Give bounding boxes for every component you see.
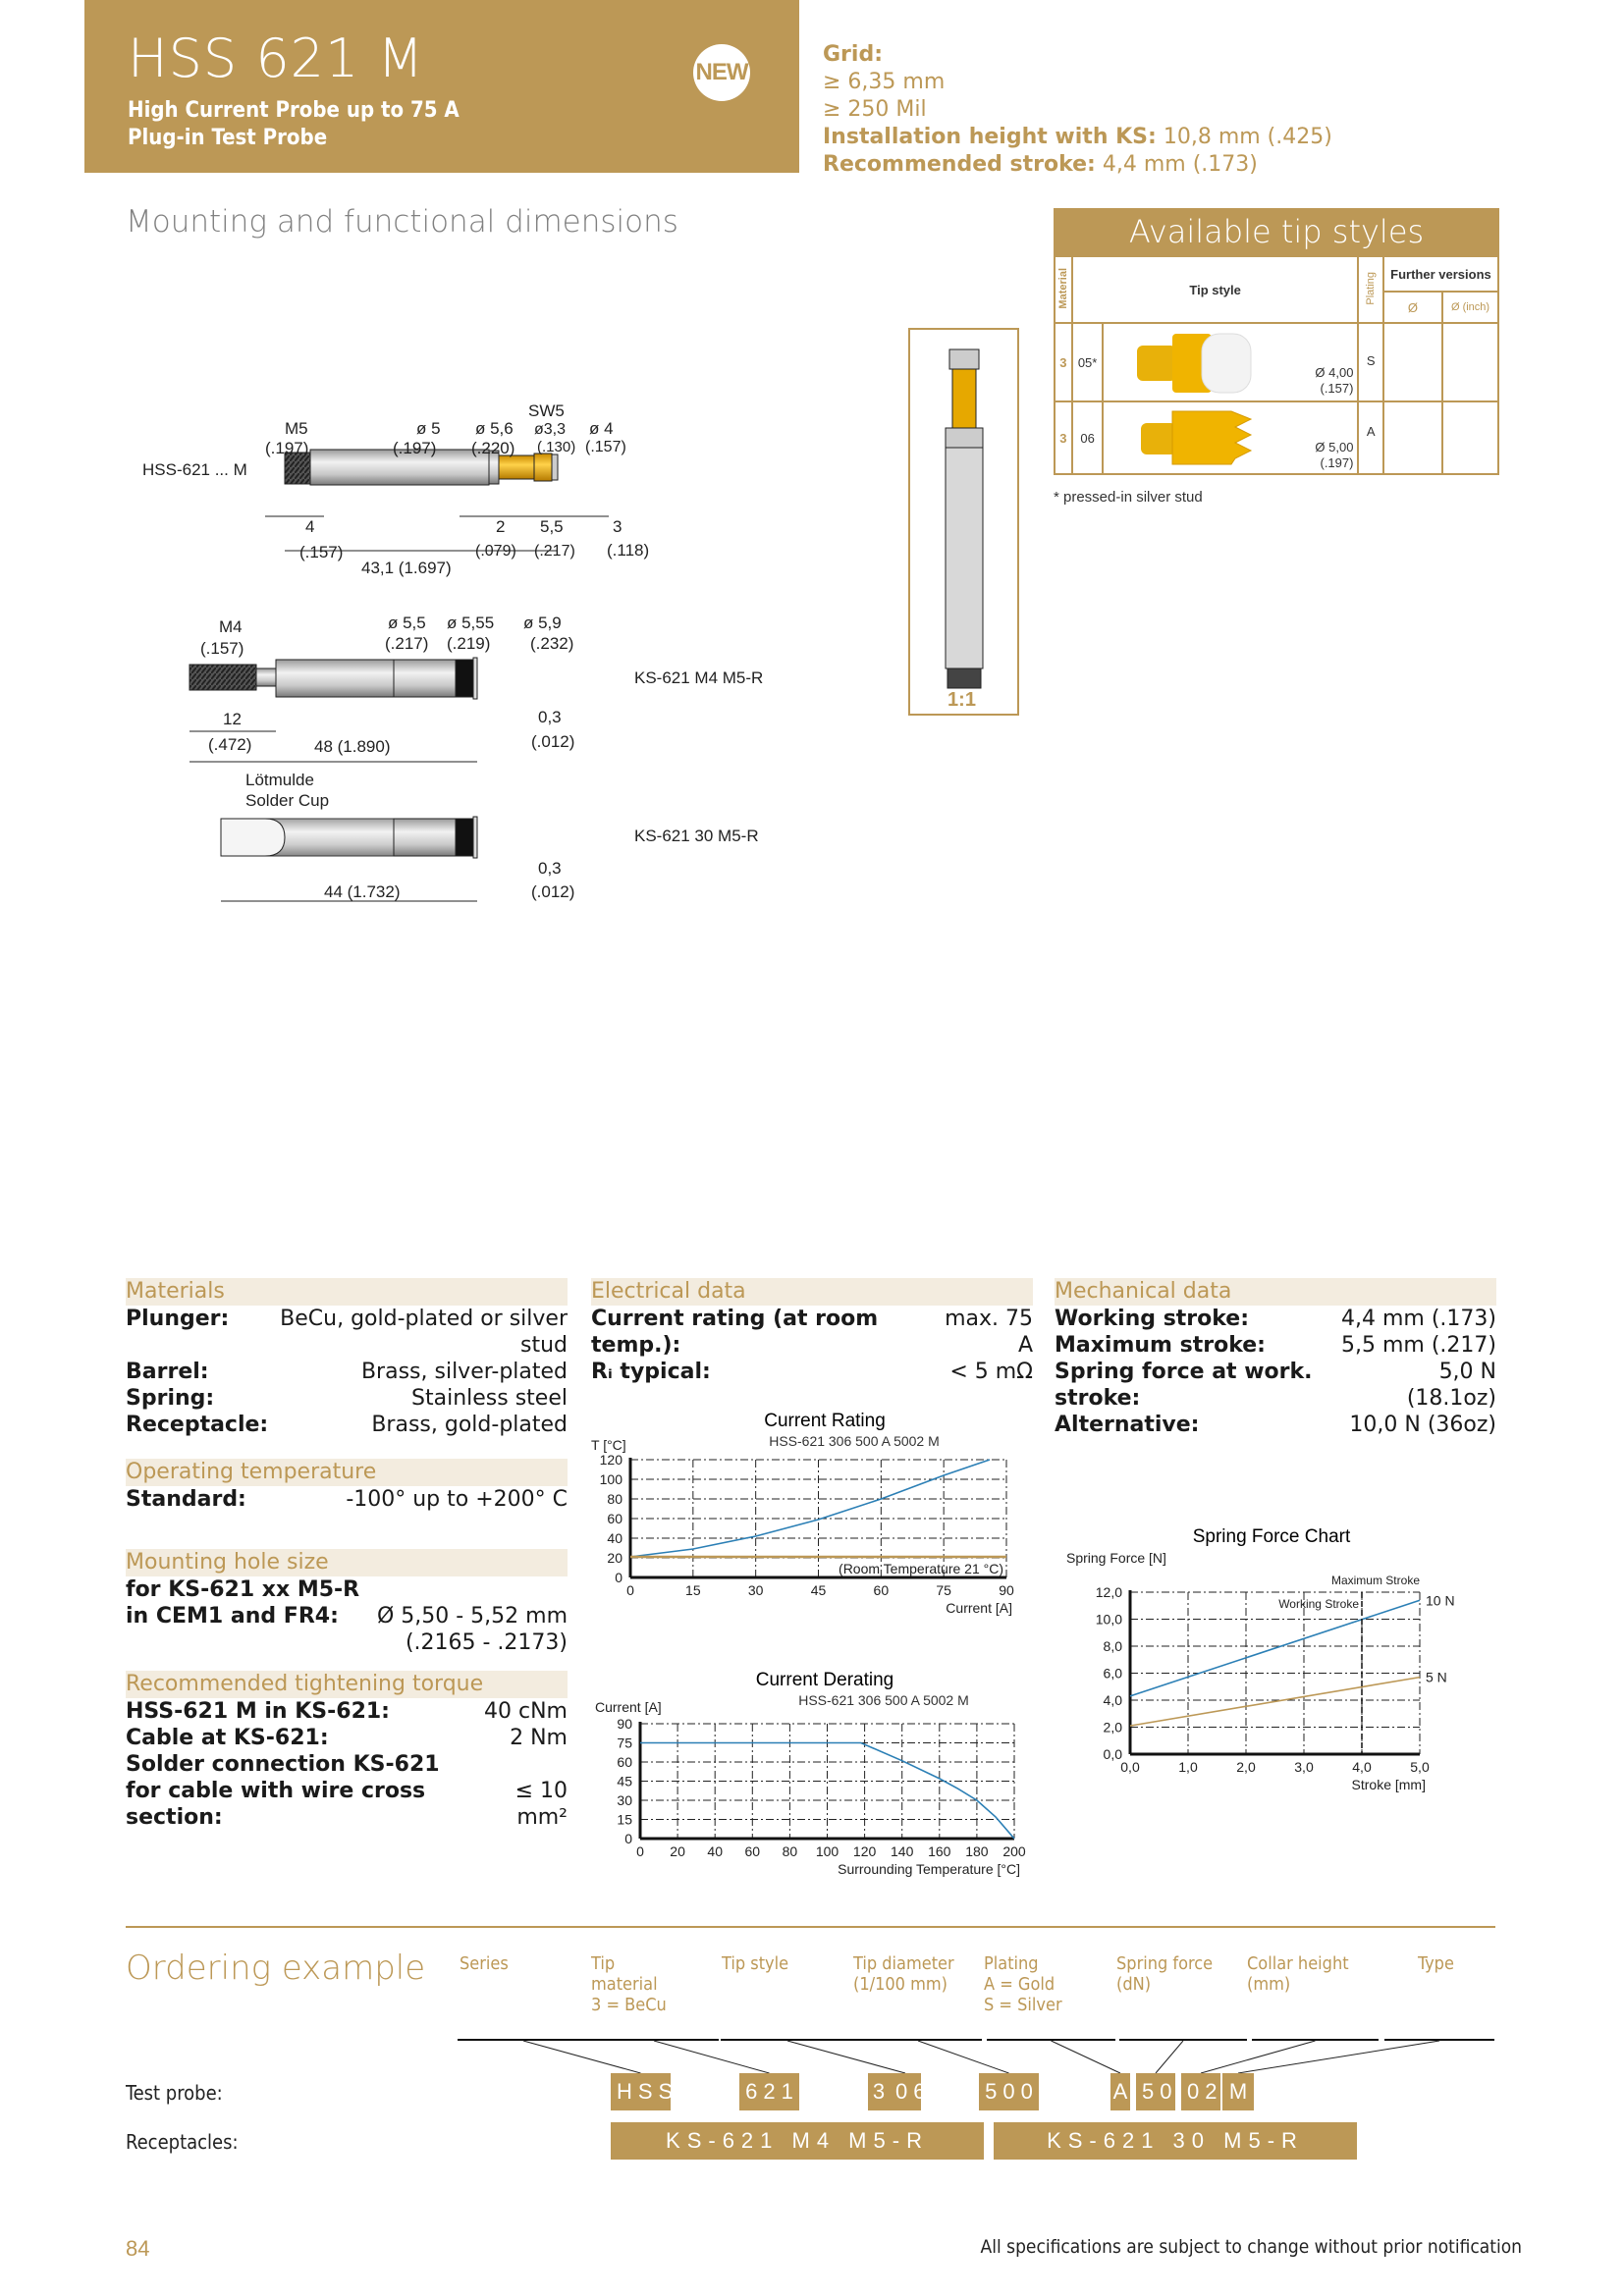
ordering-column-header	[1418, 1953, 1454, 1974]
ordering-connector-lines	[452, 2036, 1512, 2075]
header-further-versions: Further versions	[1383, 256, 1498, 292]
x-tick-label: 160	[928, 1843, 951, 1859]
tip-note: * pressed-in silver stud	[1054, 489, 1203, 506]
working-stroke-label: Working Stroke	[1278, 1597, 1359, 1611]
y-tick-label: 100	[599, 1471, 623, 1487]
x-tick-label: 80	[782, 1843, 798, 1859]
stroke-value: 4,4 mm (.173)	[1095, 152, 1258, 177]
grid-label: Grid:	[823, 42, 883, 67]
x-tick-label: 90	[999, 1582, 1014, 1598]
ordering-title: Ordering example	[126, 1949, 426, 1988]
dim-label: ø 5,6	[475, 419, 514, 438]
ordering-column-line: Plating	[984, 1953, 1039, 1974]
spec-value: Stainless steel	[411, 1386, 568, 1411]
dim-label: (.130)	[537, 439, 576, 455]
dim-label: (.220)	[471, 439, 515, 457]
tip-diameter-inch: (.197)	[1320, 455, 1354, 470]
ordering-connector	[654, 2041, 770, 2073]
mechanical-title: Mechanical data	[1055, 1278, 1496, 1306]
test-probe-code-box: 621	[739, 2073, 799, 2110]
grid-mm: ≥ 6,35 mm	[823, 70, 946, 94]
y-tick-label: 0,0	[1103, 1746, 1122, 1762]
spec-key: in CEM1 and FR4:	[126, 1604, 339, 1629]
test-probe-code-box: HSS	[611, 2073, 671, 2110]
spec-value: BeCu, gold-plated or silver stud	[280, 1307, 568, 1358]
ordering-connector	[1156, 2041, 1183, 2073]
y-tick-label: 60	[607, 1511, 623, 1526]
header-dia-inch: Ø (inch)	[1442, 292, 1498, 323]
spec-value: 5,5 mm (.217)	[1341, 1333, 1496, 1358]
product-subtitle-1: High Current Probe up to 75 A	[128, 98, 460, 123]
ordering-column-line: Spring force	[1116, 1953, 1214, 1974]
ordering-column-line: Tip	[591, 1953, 616, 1974]
torque-title: Recommended tightening torque	[126, 1671, 568, 1698]
dim-label: (.157)	[585, 439, 626, 455]
dim-label: 4	[305, 517, 315, 536]
series-line-0	[1130, 1600, 1420, 1696]
x-tick-label: 1,0	[1178, 1759, 1198, 1775]
current-derating-chart	[589, 1669, 1041, 1904]
chart-title: Current Derating	[755, 1670, 894, 1690]
dim-label: (.219)	[447, 634, 491, 653]
x-tick-label: 200	[1002, 1843, 1026, 1859]
torque-section	[126, 1671, 568, 1831]
max-stroke-label: Maximum Stroke	[1330, 1574, 1420, 1587]
test-probe-code-box: 500	[979, 2073, 1039, 2110]
y-tick-label: 45	[617, 1773, 632, 1789]
dim-label: ø 5,5	[388, 614, 426, 632]
x-tick-label: 120	[852, 1843, 877, 1859]
footer-disclaimer: All specifications are subject to change without prior notification	[980, 2236, 1522, 2258]
receptacles-label: Receptacles:	[126, 2130, 239, 2154]
spec-key: for cable with wire cross section:	[126, 1779, 426, 1830]
header-plating: Plating	[1365, 271, 1378, 305]
ordering-column-line: Collar height	[1247, 1953, 1349, 1974]
dim-label: ø 5	[416, 419, 441, 438]
x-tick-label: 60	[873, 1582, 890, 1598]
spec-value: 10,0 N (36oz)	[1349, 1413, 1496, 1437]
dim-label: 48 (1.890)	[314, 737, 391, 756]
x-tick-label: 40	[707, 1843, 723, 1859]
dim-label: (.157)	[200, 639, 244, 658]
electrical-section	[591, 1278, 1033, 1385]
dim-label: (.157)	[299, 543, 344, 561]
x-tick-label: 3,0	[1294, 1759, 1314, 1775]
y-tick-label: 0	[615, 1570, 623, 1585]
ordering-column-line: (dN)	[1116, 1974, 1152, 1995]
spec-value: (.2165 - .2173)	[405, 1630, 568, 1655]
tip-crown-silver-icon	[1133, 328, 1271, 397]
ordering-column-line: Series	[460, 1953, 509, 1974]
spec-key: Plunger:	[126, 1307, 230, 1331]
chart-title: Current Rating	[764, 1411, 886, 1431]
ordering-column-line: (mm)	[1247, 1974, 1291, 1995]
tip-material: 3	[1055, 401, 1072, 474]
dim-label: 3	[613, 517, 623, 536]
y-tick-label: 10,0	[1095, 1611, 1122, 1628]
tip-diameter: Ø 4,00	[1315, 365, 1354, 380]
ordering-connector	[523, 2041, 641, 2073]
tip-plating: A	[1358, 401, 1382, 474]
spec-key: Spring force at work. stroke:	[1055, 1360, 1313, 1411]
tip-code: 05*	[1072, 323, 1104, 401]
y-tick-label: 12,0	[1095, 1584, 1122, 1600]
install-value: 10,8 mm (.425)	[1156, 125, 1332, 149]
dim-label: ø 5,55	[447, 614, 495, 632]
operating-temp-title: Operating temperature	[126, 1459, 568, 1486]
spec-value: 5,0 N (18.1oz)	[1406, 1360, 1496, 1411]
spec-key: Cable at KS-621:	[126, 1726, 329, 1750]
dim-label: (.472)	[208, 735, 252, 754]
x-tick-label: 45	[810, 1582, 827, 1598]
series-label: 10 N	[1426, 1592, 1455, 1609]
tip-diameter: Ø 5,00	[1315, 440, 1354, 454]
ordering-column-header	[460, 1953, 509, 1974]
spec-key: Rᵢ typical:	[591, 1360, 711, 1384]
y-axis-label: Spring Force [N]	[1066, 1550, 1166, 1566]
ordering-column-line: (1/100 mm)	[853, 1974, 947, 1995]
x-tick-label: 15	[685, 1582, 701, 1598]
y-tick-label: 90	[617, 1716, 632, 1732]
electrical-title: Electrical data	[591, 1278, 1033, 1306]
grid-mil: ≥ 250 Mil	[823, 97, 927, 122]
x-axis-label: Surrounding Temperature [°C]	[838, 1861, 1020, 1877]
tip-styles-table	[1054, 255, 1499, 475]
probe-label: HSS-621 ... M	[142, 460, 247, 479]
new-badge: NEW	[693, 44, 750, 101]
tip-material: 3	[1055, 323, 1072, 401]
dim-label: SW5	[528, 401, 565, 420]
dim-label: 44 (1.732)	[324, 882, 401, 901]
spec-key: Barrel:	[126, 1360, 209, 1384]
dim-label: ø 5,9	[523, 614, 562, 632]
x-tick-label: 140	[891, 1843, 914, 1859]
dim-label: (.232)	[530, 634, 574, 653]
y-tick-label: 120	[599, 1452, 623, 1468]
y-tick-label: 30	[617, 1792, 632, 1808]
x-tick-label: 180	[965, 1843, 989, 1859]
spring-force-chart	[1060, 1522, 1492, 1826]
spec-value: 4,4 mm (.173)	[1341, 1307, 1496, 1331]
ordering-divider	[126, 1926, 1495, 1928]
ordering-column-line: A = Gold	[984, 1974, 1056, 1995]
tip-code: 06	[1072, 401, 1104, 474]
series-line-1	[1130, 1678, 1420, 1727]
y-tick-label: 8,0	[1103, 1638, 1122, 1654]
x-tick-label: 0,0	[1120, 1759, 1140, 1775]
ordering-column-line: Tip style	[722, 1953, 789, 1974]
spec-value: Ø 5,50 - 5,52 mm	[376, 1604, 568, 1629]
x-tick-label: 30	[747, 1582, 764, 1598]
receptacle-code-box: KS-621 M4 M5-R	[611, 2122, 984, 2160]
mounting-hole-title: Mounting hole size	[126, 1549, 568, 1576]
spec-key: Working stroke:	[1055, 1307, 1250, 1331]
room-temp-annotation: (Room Temperature 21 °C)	[839, 1561, 1003, 1576]
spec-value: ≤ 10 mm²	[514, 1779, 568, 1830]
tip-row	[1055, 323, 1498, 401]
chart-subtitle: HSS-621 306 500 A 5002 M	[769, 1433, 940, 1449]
spec-key: Solder connection KS-621	[126, 1752, 440, 1777]
ordering-column-header	[853, 1953, 954, 1995]
test-probe-code-box: 3	[868, 2073, 890, 2110]
ordering-column-header	[984, 1953, 1062, 2015]
dim-label: Solder Cup	[245, 791, 330, 810]
test-probe-code-box: M	[1222, 2073, 1254, 2110]
spec-key: Alternative:	[1055, 1413, 1200, 1437]
dim-label: ø 4	[589, 419, 614, 438]
y-tick-label: 4,0	[1103, 1692, 1122, 1708]
ordering-column-line: 3 = BeCu	[591, 1995, 667, 2015]
mounting-title: Mounting and functional dimensions	[126, 204, 678, 240]
dim-label: (.197)	[393, 439, 437, 457]
stroke-label: Recommended stroke:	[823, 152, 1096, 177]
receptacle-m4-label: KS-621 M4 M5-R	[634, 668, 764, 687]
y-tick-label: 6,0	[1103, 1665, 1122, 1682]
dim-label: (.197)	[265, 439, 309, 457]
dim-label: M5	[285, 419, 308, 438]
spec-key: Spring:	[126, 1386, 215, 1411]
ordering-column-line: S = Silver	[984, 1995, 1062, 2015]
series-line-0	[630, 1460, 990, 1557]
x-tick-label: 5,0	[1410, 1759, 1430, 1775]
page-number: 84	[126, 2236, 150, 2261]
dim-label: 0,3	[538, 708, 562, 726]
y-tick-label: 15	[617, 1811, 632, 1828]
x-axis-label: Current [A]	[946, 1600, 1012, 1616]
chart-subtitle: HSS-621 306 500 A 5002 M	[798, 1692, 969, 1708]
y-tick-label: 40	[607, 1530, 623, 1546]
install-label: Installation height with KS:	[823, 125, 1157, 149]
x-tick-label: 0	[626, 1582, 634, 1598]
test-probe-code-box: 06	[890, 2073, 921, 2110]
x-axis-label: Stroke [mm]	[1351, 1777, 1426, 1792]
y-tick-label: 60	[617, 1754, 632, 1770]
dim-label: Lötmulde	[245, 771, 314, 789]
ordering-connector	[787, 2041, 905, 2073]
materials-section	[126, 1278, 568, 1438]
product-title: HSS 621 M	[128, 27, 425, 89]
dim-label: (.217)	[385, 634, 429, 653]
dim-label: (.118)	[607, 541, 650, 560]
dim-label: 0,3	[538, 859, 562, 878]
dim-label: M4	[219, 617, 243, 636]
mounting-hole-section	[126, 1549, 568, 1656]
tip-plating: S	[1358, 323, 1382, 401]
x-tick-label: 75	[936, 1582, 951, 1598]
tip-styles-title: Available tip styles	[1054, 208, 1499, 255]
test-probe-code-box: A	[1110, 2073, 1130, 2110]
ordering-connector	[1238, 2041, 1439, 2073]
x-tick-label: 2,0	[1236, 1759, 1256, 1775]
y-tick-label: 2,0	[1103, 1719, 1122, 1735]
header-tip-style: Tip style	[1072, 256, 1359, 323]
spec-key: HSS-621 M in KS-621:	[126, 1699, 390, 1724]
dim-label: (.012)	[531, 882, 575, 901]
spec-key: Standard:	[126, 1487, 246, 1512]
dim-label: (.012)	[531, 732, 575, 751]
ordering-column-line: material	[591, 1974, 658, 1995]
spec-value: -100° up to +200° C	[346, 1487, 568, 1512]
scale-drawing-frame	[908, 328, 1019, 716]
y-tick-label: 80	[607, 1491, 623, 1507]
test-probe-code-box: 50	[1136, 2073, 1175, 2110]
tip-row	[1055, 401, 1498, 474]
probe-1to1-drawing	[910, 330, 1017, 714]
tip-diameter-inch: (.157)	[1320, 381, 1354, 396]
dim-label: ø3,3	[534, 421, 567, 438]
x-tick-label: 100	[815, 1843, 839, 1859]
spec-value: Brass, gold-plated	[371, 1413, 568, 1437]
dim-label: 43,1 (1.697)	[361, 559, 452, 577]
ordering-column-header	[1116, 1953, 1213, 1995]
header-dia: Ø	[1383, 292, 1442, 323]
dim-label: 5,5	[540, 517, 564, 536]
technical-drawings	[0, 373, 884, 923]
spec-value: < 5 mΩ	[949, 1360, 1033, 1384]
ordering-connector	[1201, 2041, 1316, 2073]
spec-key: Maximum stroke:	[1055, 1333, 1266, 1358]
header-material: Material	[1056, 267, 1069, 309]
header-banner	[84, 0, 799, 173]
spec-value: Brass, silver-plated	[360, 1360, 568, 1384]
spec-value: 2 Nm	[510, 1726, 568, 1750]
x-tick-label: 0	[636, 1843, 644, 1859]
ordering-connector	[1052, 2041, 1121, 2073]
ordering-column-header	[1247, 1953, 1349, 1995]
scale-label: 1:1	[947, 689, 976, 711]
x-tick-label: 60	[744, 1843, 761, 1859]
tip-crown-serrated-icon	[1133, 405, 1271, 470]
operating-temp-section	[126, 1459, 568, 1513]
receptacle-code-box: KS-621 30 M5-R	[994, 2122, 1357, 2160]
receptacle-30-label: KS-621 30 M5-R	[634, 827, 759, 845]
ordering-column-header	[722, 1953, 788, 1974]
current-rating-chart	[589, 1409, 1041, 1644]
y-tick-label: 0	[624, 1831, 632, 1846]
spec-value: max. 75 A	[945, 1307, 1033, 1358]
ordering-connector	[918, 2041, 1009, 2073]
dim-label: 12	[223, 710, 242, 728]
product-subtitle-2: Plug-in Test Probe	[128, 126, 328, 150]
header-specs	[823, 41, 1332, 179]
dim-label: (.217)	[534, 543, 575, 560]
ordering-column-header	[591, 1953, 667, 2015]
x-tick-label: 4,0	[1352, 1759, 1372, 1775]
chart-title: Spring Force Chart	[1192, 1526, 1351, 1547]
y-axis-label: T [°C]	[591, 1437, 626, 1453]
spec-key: Current rating (at room temp.):	[591, 1307, 879, 1358]
spec-value: 40 cNm	[484, 1699, 568, 1724]
spec-key: for KS-621 xx M5-R	[126, 1577, 360, 1602]
dim-label: 2	[496, 517, 506, 536]
test-probe-code-box: 02	[1181, 2073, 1220, 2110]
mechanical-section	[1055, 1278, 1496, 1438]
y-axis-label: Current [A]	[595, 1699, 662, 1715]
y-tick-label: 20	[607, 1550, 623, 1566]
test-probe-label: Test probe:	[126, 2081, 223, 2105]
series-label: 5 N	[1426, 1669, 1447, 1685]
ordering-column-line: Tip diameter	[853, 1953, 954, 1974]
dim-label: (.079)	[475, 543, 516, 560]
x-tick-label: 20	[670, 1843, 685, 1859]
y-tick-label: 75	[617, 1735, 632, 1751]
ordering-column-line: Type	[1418, 1953, 1454, 1974]
spec-key: Receptacle:	[126, 1413, 269, 1437]
materials-title: Materials	[126, 1278, 568, 1306]
